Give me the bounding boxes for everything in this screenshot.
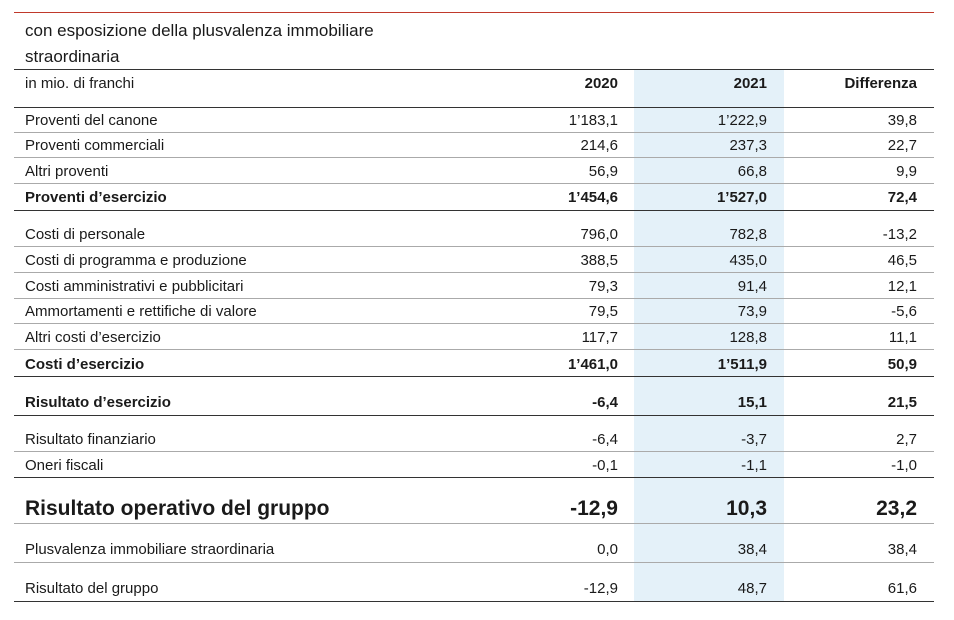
row-label: Costi di programma e produzione xyxy=(25,252,247,269)
value-2021: 91,4 xyxy=(737,278,767,295)
value-diff: 22,7 xyxy=(887,137,917,154)
value-2021: 15,1 xyxy=(737,394,767,411)
row-label: Altri costi d’esercizio xyxy=(25,329,161,346)
value-diff: 46,5 xyxy=(887,252,917,269)
value-2020: 1’183,1 xyxy=(568,112,618,129)
rule xyxy=(14,376,934,377)
row-label: Altri proventi xyxy=(25,163,109,180)
rule xyxy=(14,298,934,299)
row-label: Risultato operativo del gruppo xyxy=(25,497,330,520)
table-title-line1: con esposizione della plusvalenza immobiliare xyxy=(25,21,374,40)
rule xyxy=(14,415,934,416)
table-title-line2: straordinaria xyxy=(25,47,120,66)
col-header-diff: Differenza xyxy=(844,75,917,92)
value-2020: -12,9 xyxy=(583,580,618,597)
value-2021: 782,8 xyxy=(729,226,767,243)
row-label: Costi amministrativi e pubblicitari xyxy=(25,278,244,295)
value-2021: 128,8 xyxy=(729,329,767,346)
value-2021: 435,0 xyxy=(729,252,767,269)
value-2021: 1’527,0 xyxy=(716,189,767,206)
row-label: Risultato finanziario xyxy=(25,431,156,448)
col-header-2021: 2021 xyxy=(733,75,767,92)
value-2020: 796,0 xyxy=(580,226,618,243)
value-diff: 72,4 xyxy=(887,189,917,206)
value-2021: 237,3 xyxy=(729,137,767,154)
value-diff: -13,2 xyxy=(882,226,917,243)
value-2021: 1’511,9 xyxy=(717,356,767,373)
value-diff: 2,7 xyxy=(896,431,917,448)
col-header-2020: 2020 xyxy=(584,75,618,92)
value-diff: 23,2 xyxy=(876,497,917,520)
row-label: Risultato del gruppo xyxy=(25,580,159,597)
top-accent-line xyxy=(14,12,934,13)
row-label: Plusvalenza immobiliare straordinaria xyxy=(25,541,275,558)
rule xyxy=(14,562,934,563)
value-2020: -6,4 xyxy=(592,394,618,411)
value-2020: -0,1 xyxy=(592,457,618,474)
rule xyxy=(14,183,934,184)
value-diff: 11,1 xyxy=(888,329,917,346)
row-label: Proventi commerciali xyxy=(25,137,165,154)
row-label: Costi d’esercizio xyxy=(25,356,145,373)
value-2021: 10,3 xyxy=(726,497,767,520)
row-label: Costi di personale xyxy=(25,226,146,243)
value-2020: 1’454,6 xyxy=(567,189,618,206)
value-2020: -6,4 xyxy=(592,431,618,448)
rule xyxy=(14,246,934,247)
row-label: Risultato d’esercizio xyxy=(25,394,171,411)
value-2021: 38,4 xyxy=(737,541,767,558)
value-diff: 9,9 xyxy=(896,163,917,180)
row-label: Proventi del canone xyxy=(25,112,158,129)
value-2021: -1,1 xyxy=(741,457,767,474)
rule xyxy=(14,107,934,108)
rule xyxy=(14,210,934,211)
rule xyxy=(14,451,934,452)
row-label: Proventi d’esercizio xyxy=(25,189,167,206)
value-diff: 38,4 xyxy=(887,541,917,558)
unit-label: in mio. di franchi xyxy=(25,75,135,92)
value-2020: -12,9 xyxy=(570,497,618,520)
rule xyxy=(14,601,934,602)
value-diff: 61,6 xyxy=(887,580,917,597)
value-diff: 21,5 xyxy=(887,394,917,411)
value-2021: 66,8 xyxy=(737,163,767,180)
rule xyxy=(14,349,934,350)
rule xyxy=(14,523,934,524)
value-2021: 48,7 xyxy=(737,580,767,597)
value-diff: 12,1 xyxy=(887,278,917,295)
rule xyxy=(14,272,934,273)
row-label: Ammortamenti e rettifiche di valore xyxy=(25,303,257,320)
value-2020: 1’461,0 xyxy=(567,356,618,373)
value-2021: -3,7 xyxy=(741,431,767,448)
value-diff: -1,0 xyxy=(891,457,917,474)
value-2020: 214,6 xyxy=(580,137,618,154)
value-2020: 56,9 xyxy=(588,163,618,180)
value-diff: 39,8 xyxy=(887,112,917,129)
rule xyxy=(14,323,934,324)
value-2020: 79,5 xyxy=(588,303,618,320)
value-2021: 1’222,9 xyxy=(717,112,767,129)
value-2021: 73,9 xyxy=(737,303,767,320)
rule xyxy=(14,69,934,70)
rule xyxy=(14,132,934,133)
value-2020: 0,0 xyxy=(597,541,618,558)
rule xyxy=(14,477,934,478)
row-label: Oneri fiscali xyxy=(25,457,104,474)
value-2020: 117,7 xyxy=(581,329,618,346)
value-diff: 50,9 xyxy=(887,356,917,373)
value-2020: 79,3 xyxy=(588,278,618,295)
rule xyxy=(14,157,934,158)
value-diff: -5,6 xyxy=(891,303,917,320)
value-2020: 388,5 xyxy=(580,252,618,269)
